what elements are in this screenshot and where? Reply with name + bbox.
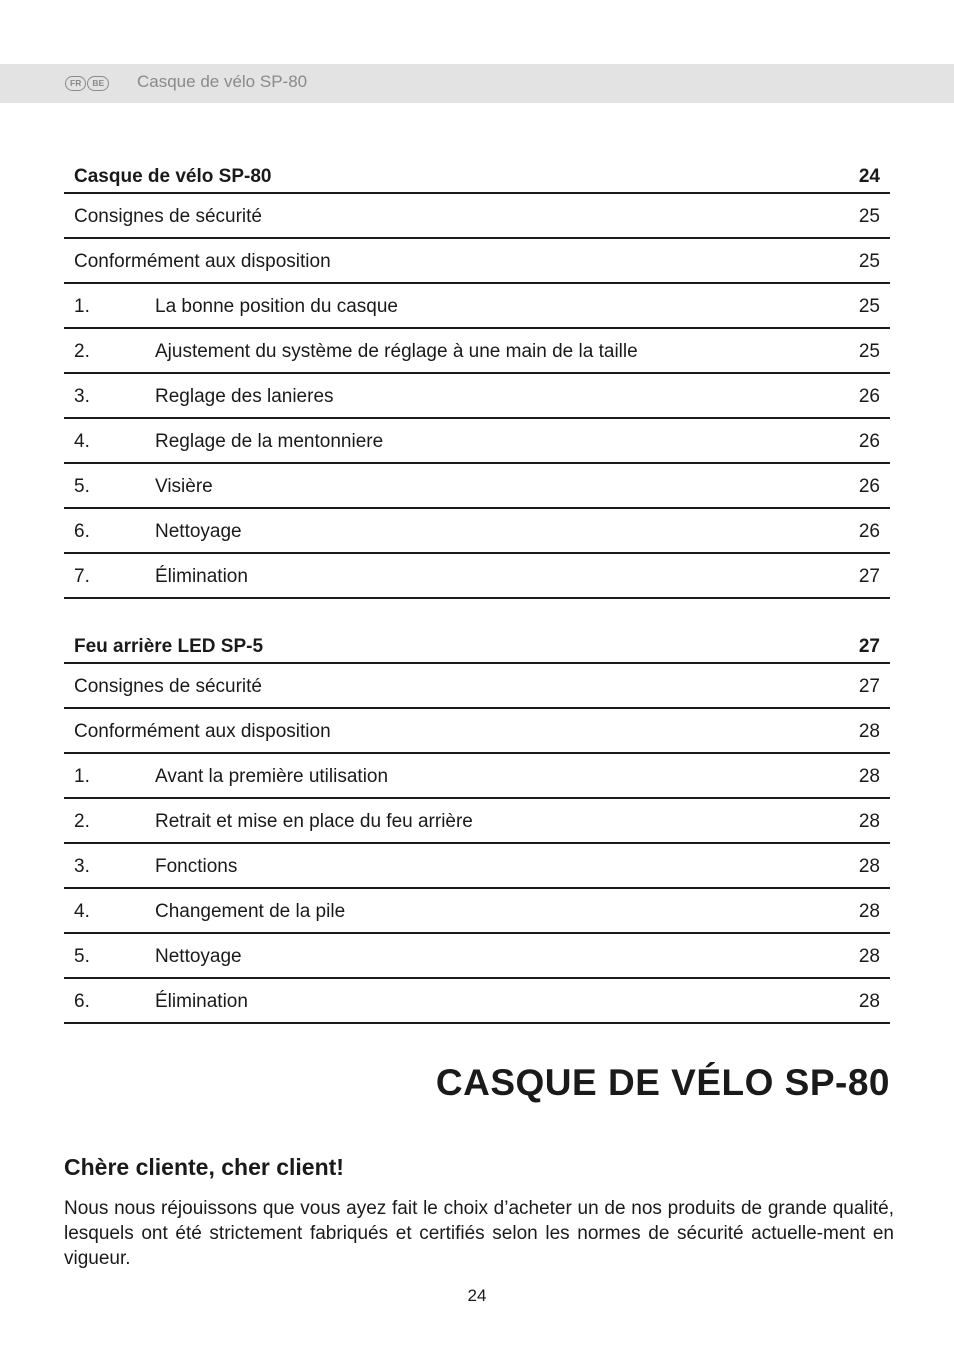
toc-entry-page: 28 — [858, 946, 880, 967]
toc-entry-text: Conformément aux disposition — [74, 251, 331, 272]
toc-entry-text: Changement de la pile — [155, 901, 346, 922]
toc-entry[interactable] — [64, 934, 890, 979]
toc-entry[interactable] — [64, 709, 890, 754]
toc-entry-page: 26 — [858, 431, 880, 452]
toc-entry-text: Nettoyage — [155, 521, 242, 542]
toc-entry[interactable] — [64, 329, 890, 374]
toc-entry[interactable] — [64, 889, 890, 934]
toc-entry-number: 4. — [74, 901, 90, 922]
toc-entry[interactable] — [64, 284, 890, 329]
toc-entry-number: 3. — [74, 856, 90, 877]
intro-paragraph: Nous nous réjouissons que vous ayez fait le choix d’acheter un de nos produits de grande qualité, lesquels ont été strictement fabriqués et certifiés selon les normes de sécurité actuelle-ment en vigueur. — [64, 1198, 894, 1269]
toc-entry-number: 7. — [74, 566, 90, 587]
toc-entry[interactable] — [64, 239, 890, 284]
toc-entry[interactable] — [64, 419, 890, 464]
toc-entry-text: Reglage de la mentonniere — [155, 431, 384, 452]
toc-entry-page: 25 — [858, 251, 880, 272]
toc-section-title: Feu arrière LED SP-5 — [74, 636, 264, 657]
toc-entry-text: Visière — [155, 476, 213, 497]
toc-entry[interactable] — [64, 554, 890, 599]
page-number: 24 — [467, 1286, 487, 1305]
toc-entry-text: Fonctions — [155, 856, 238, 877]
header-title: Casque de vélo SP-80 — [137, 72, 308, 91]
toc-entry-page: 26 — [858, 386, 880, 407]
toc-entry[interactable] — [64, 664, 890, 709]
toc-entry-number: 5. — [74, 476, 90, 497]
toc-entry-page: 27 — [858, 676, 880, 697]
toc-entry-number: 5. — [74, 946, 90, 967]
toc-entry-number: 1. — [74, 766, 90, 787]
main-title: CASQUE DE VÉLO SP-80 — [435, 1062, 890, 1103]
toc-entry[interactable] — [64, 844, 890, 889]
toc-entry-text: Ajustement du système de réglage à une main de la taille — [155, 341, 638, 362]
toc-entry[interactable] — [64, 799, 890, 844]
subtitle: Chère cliente, cher client! — [64, 1154, 344, 1180]
toc-entry-text: Consignes de sécurité — [74, 676, 262, 697]
toc-entry[interactable] — [64, 194, 890, 239]
toc-entry[interactable] — [64, 464, 890, 509]
toc-entry-page: 27 — [858, 566, 880, 587]
toc-entry-page: 25 — [858, 296, 880, 317]
toc-entry-text: Nettoyage — [155, 946, 242, 967]
toc-section-tail-light — [64, 628, 890, 1024]
toc-entry-number: 1. — [74, 296, 90, 317]
toc-entry-page: 28 — [858, 856, 880, 877]
toc-entry-text: Conformément aux disposition — [74, 721, 331, 742]
toc-entry-text: Élimination — [155, 991, 248, 1012]
toc-entry-number: 3. — [74, 386, 90, 407]
toc-entry-page: 28 — [858, 811, 880, 832]
toc-section-page: 27 — [858, 636, 880, 657]
toc-entry-page: 28 — [858, 991, 880, 1012]
toc-section-header[interactable] — [64, 158, 890, 194]
toc-section-title: Casque de vélo SP-80 — [74, 166, 272, 187]
toc-section-helmet — [64, 158, 890, 599]
toc-entry[interactable] — [64, 979, 890, 1024]
toc-entry[interactable] — [64, 374, 890, 419]
toc-entry-page: 26 — [858, 476, 880, 497]
toc-entry-page: 28 — [858, 766, 880, 787]
toc-entry-text: Avant la première utilisation — [155, 766, 389, 787]
badge-fr: FR — [65, 76, 86, 91]
toc-entry-page: 28 — [858, 721, 880, 742]
country-badges — [65, 76, 109, 91]
toc-entry-page: 25 — [858, 341, 880, 362]
toc-entry-number: 6. — [74, 991, 90, 1012]
toc-entry[interactable] — [64, 754, 890, 799]
toc-entry-text: Reglage des lanieres — [155, 386, 334, 407]
badge-be: BE — [87, 76, 109, 91]
toc-entry-number: 6. — [74, 521, 90, 542]
toc-entry-text: La bonne position du casque — [155, 296, 398, 317]
toc-entry[interactable] — [64, 509, 890, 554]
toc-section-header[interactable] — [64, 628, 890, 664]
toc-entry-page: 25 — [858, 206, 880, 227]
toc-entry-number: 4. — [74, 431, 90, 452]
toc-entry-text: Élimination — [155, 566, 248, 587]
toc-entry-number: 2. — [74, 811, 90, 832]
toc-entry-text: Consignes de sécurité — [74, 206, 262, 227]
toc-entry-text: Retrait et mise en place du feu arrière — [155, 811, 473, 832]
toc-entry-number: 2. — [74, 341, 90, 362]
toc-section-page: 24 — [858, 166, 880, 187]
toc-entry-page: 26 — [858, 521, 880, 542]
toc-entry-page: 28 — [858, 901, 880, 922]
